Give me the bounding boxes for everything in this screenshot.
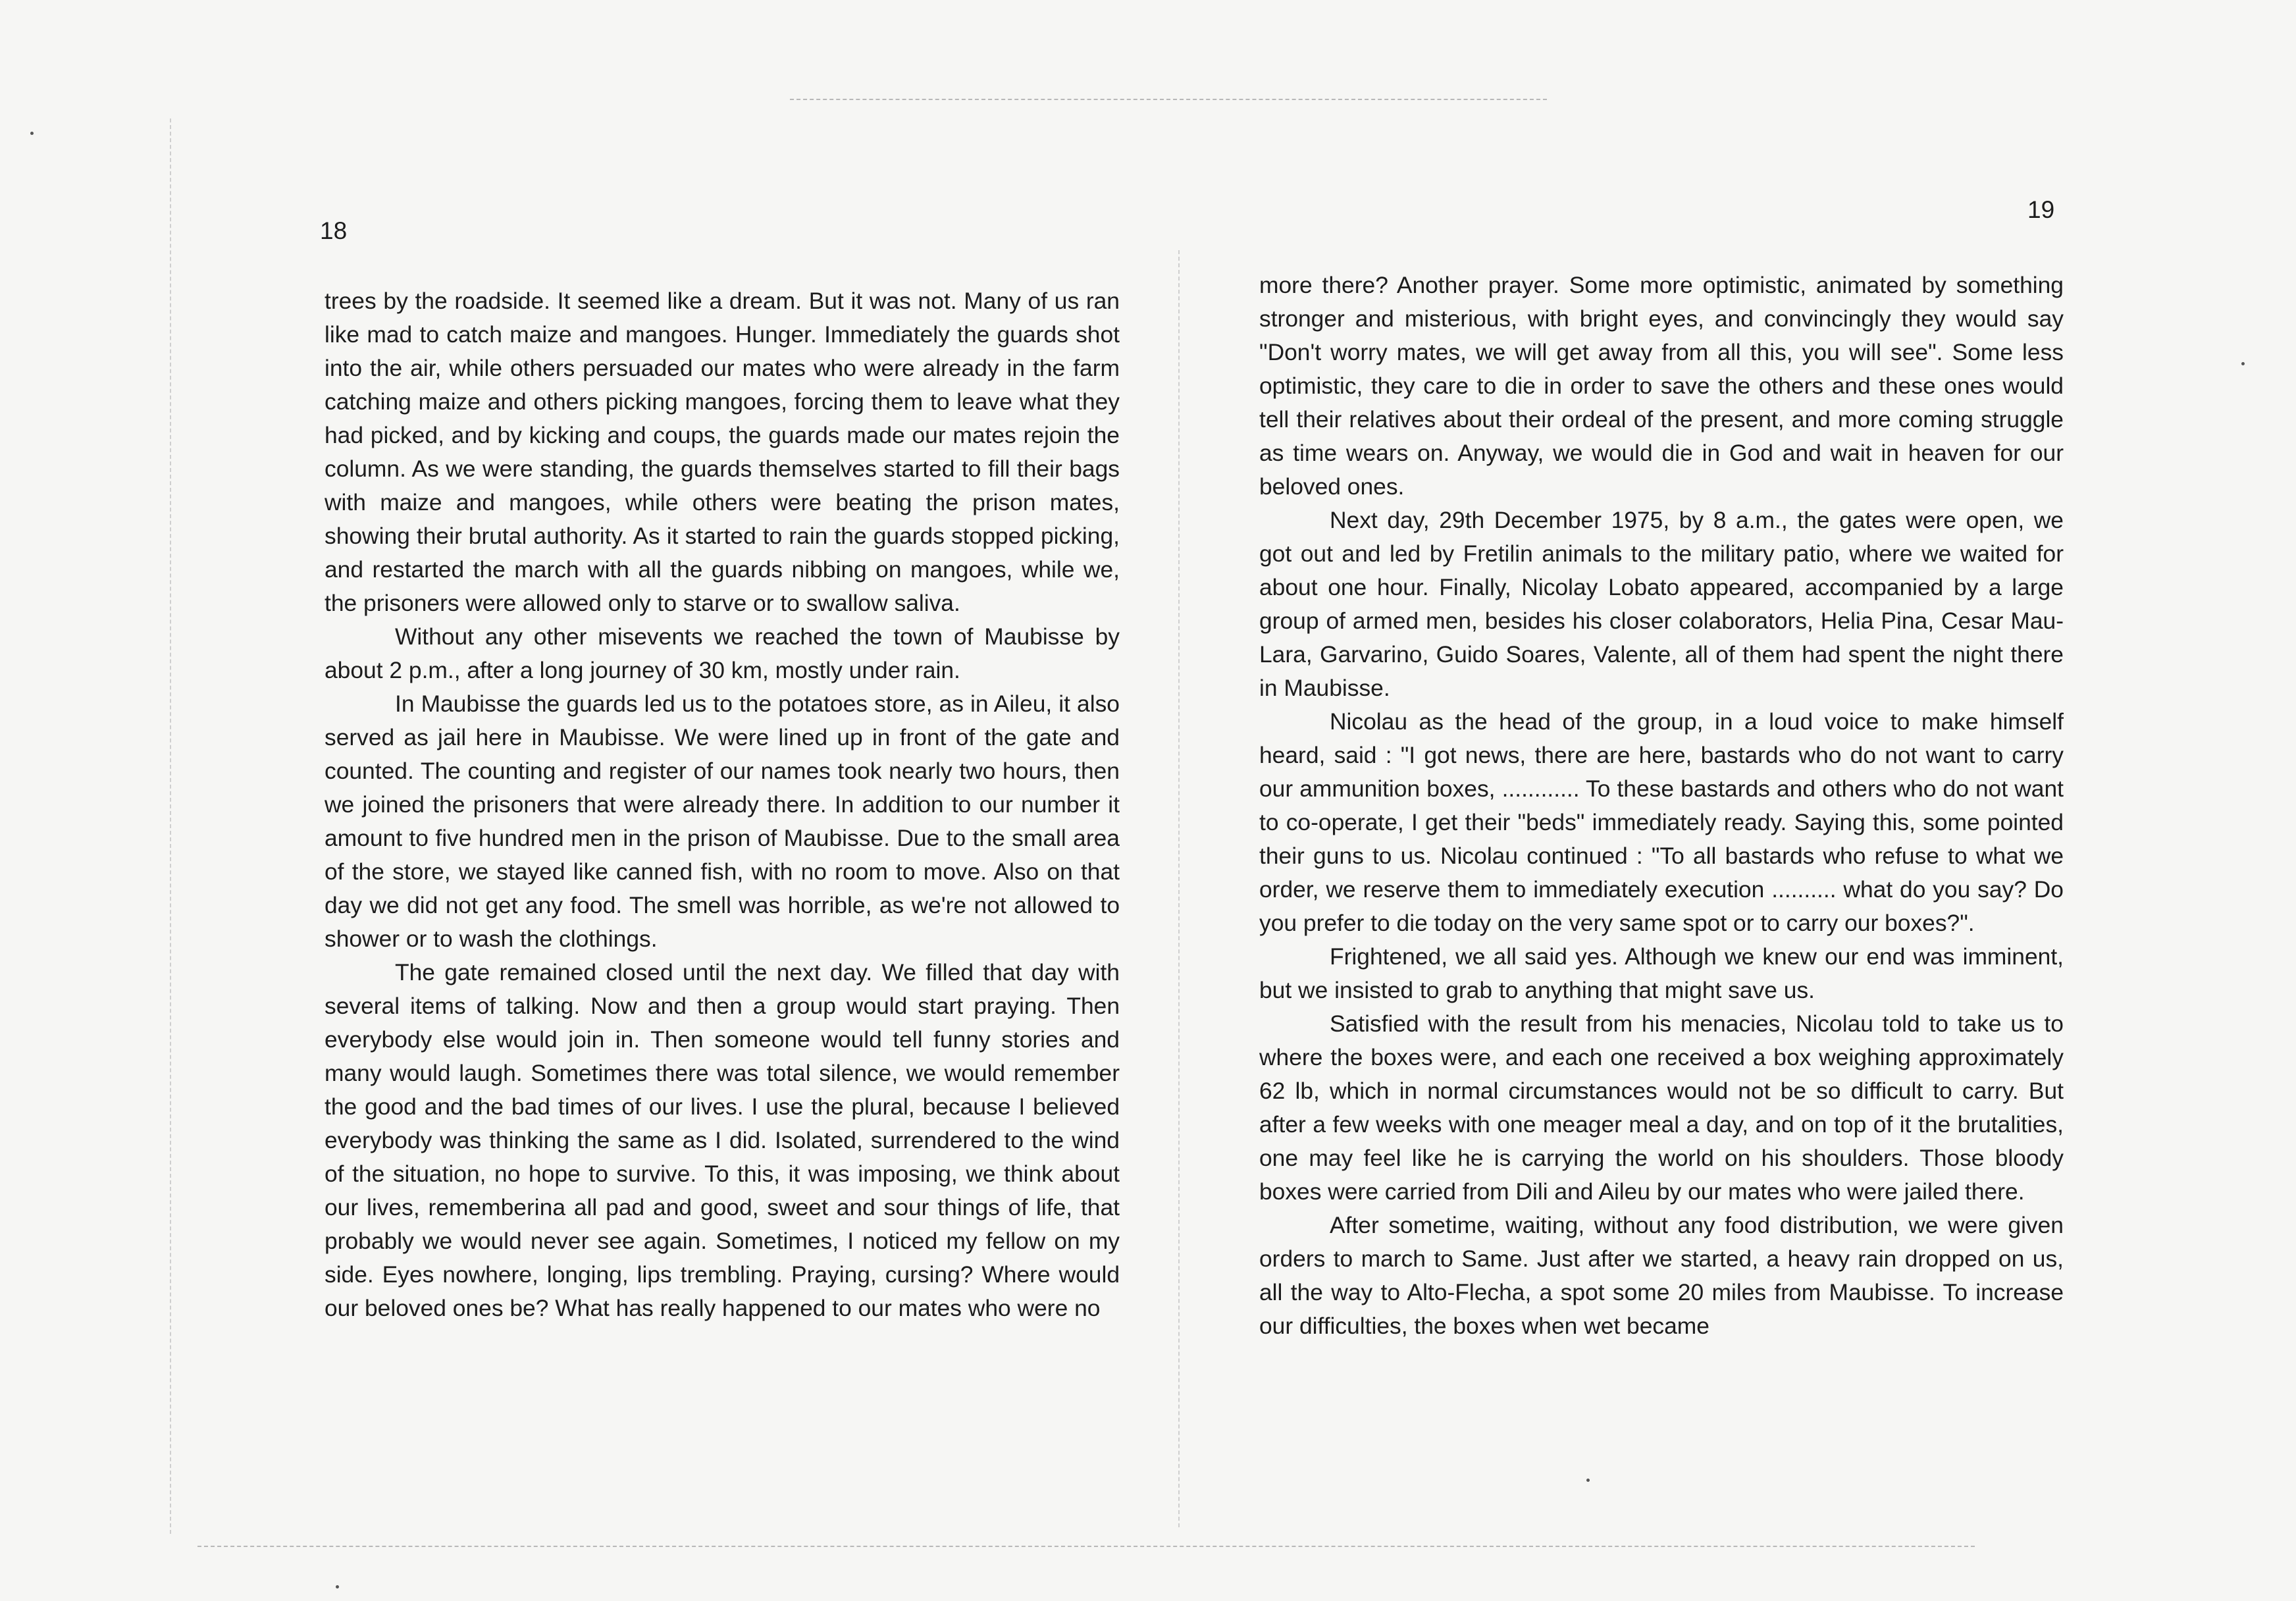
page-gutter	[1178, 250, 1180, 1527]
page-number-right: 19	[2027, 196, 2055, 223]
paragraph: Without any other misevents we reached the town of Maubisse by about 2 p.m., after a long journey of 30 km, mostly under rain.	[325, 623, 1120, 683]
left-page-body	[325, 284, 1120, 1325]
speck	[2241, 362, 2245, 365]
paragraph: In Maubisse the guards led us to the potatoes store, as in Aileu, it also served as jail here in Maubisse. We were lined up in front of the gate and counted. The counting and register of our names took nearly two hours, then we joined the prisoners that were already there. In addition to our number it amount to five hundred men in the prison of Maubisse. Due to the small area of the store, we stayed like canned fish, with no room to move. Also on that day we did not get any food. The smell was horrible, as we're not allowed to shower or to wash the clothings.	[325, 691, 1120, 952]
paragraph: Nicolau as the head of the group, in a loud voice to make himself heard, said : "I got news, there are here, bastards who do not want to carry our ammunition boxes, ............ To these bastards and others who do not want to co-operate, I get their "beds" immediately ready. Saying this, some pointed their guns to us. Nicolau continued : "To all bastards who refuse to what we order, we reserve them to immediately execution .......... what do you say? Do you prefer to die today on the very same spot or to carry our boxes?".	[1259, 708, 2064, 936]
paragraph: The gate remained closed until the next day. We filled that day with several items of talking. Now and then a group would start praying. Then everybody else would join in. Then someone would tell funny stories and many would laugh. Sometimes there was total silence, we would remember the good and the bad times of our lives. I use the plural, because I believed everybody was thinking the same as I did. Isolated, surrendered to the wind of the situation, no hope to survive. To this, it was imposing, we think about our lives, rememberina all pad and good, sweet and sour things of life, that probably we would never see again. Sometimes, I noticed my fellow on my side. Eyes nowhere, longing, lips trembling. Praying, cursing? Where would our beloved ones be? What has really happened to our mates who were no	[325, 959, 1120, 1321]
scan-edge-left	[170, 118, 171, 1534]
paragraph: Next day, 29th December 1975, by 8 a.m., the gates were open, we got out and led by Fretilin animals to the military patio, where we waited for about one hour. Finally, Nicolay Lobato appeared, accompanied by a large group of armed men, besides his closer colaborators, Helia Pina, Cesar Mau-Lara, Garvarino, Guido Soares, Valente, all of them had spent the night there in Maubisse.	[1259, 507, 2064, 701]
speck	[336, 1585, 339, 1588]
speck	[1586, 1479, 1590, 1482]
paragraph: Satisfied with the result from his menacies, Nicolau told to take us to where the boxes were, and each one received a box weighing approximately 62 lb, which in normal circumstances would not be so difficult to carry. But after a few weeks with one meager meal a day, and on top of it the brutalities, one may feel like he is carrying the world on his shoulders. Those bloody boxes were carried from Dili and Aileu by our mates who were jailed there.	[1259, 1010, 2064, 1205]
paragraph: more there? Another prayer. Some more optimistic, animated by something stronger and misterious, with bright eyes, and convincingly they would say "Don't worry mates, we will get away from all this, you will see". Some less optimistic, they care to die in order to save the others and these ones would tell their relatives about their ordeal of the present, and more coming struggle as time wears on. Anyway, we would die in God and wait in heaven for our beloved ones.	[1259, 272, 2064, 500]
paragraph: After sometime, waiting, without any food distribution, we were given orders to march to Same. Just after we started, a heavy rain dropped on us, all the way to Alto-Flecha, a spot some 20 miles from Maubisse. To increase our difficulties, the boxes when wet became	[1259, 1212, 2064, 1339]
speck	[30, 132, 34, 135]
paragraph: Frightened, we all said yes. Although we knew our end was imminent, but we insisted to grab to anything that might save us.	[1259, 943, 2064, 1003]
page-number-left: 18	[320, 217, 348, 244]
right-page-body	[1259, 269, 2064, 1343]
scan-edge-bottom	[197, 1546, 1975, 1547]
paragraph: trees by the roadside. It seemed like a dream. But it was not. Many of us ran like mad to catch maize and mangoes. Hunger. Immediately the guards shot into the air, while others persuaded our mates who were already in the farm catching maize and others picking mangoes, forcing them to leave what they had picked, and by kicking and coups, the guards made our mates rejoin the column. As we were standing, the guards themselves started to fill their bags with maize and mangoes, while others were beating the prison mates, showing their brutal authority. As it started to rain the guards stopped picking, and restarted the march with all the guards nibbing on mangoes, while we, the prisoners were allowed only to starve or to swallow saliva.	[325, 288, 1120, 616]
scan-edge-top	[790, 99, 1547, 100]
